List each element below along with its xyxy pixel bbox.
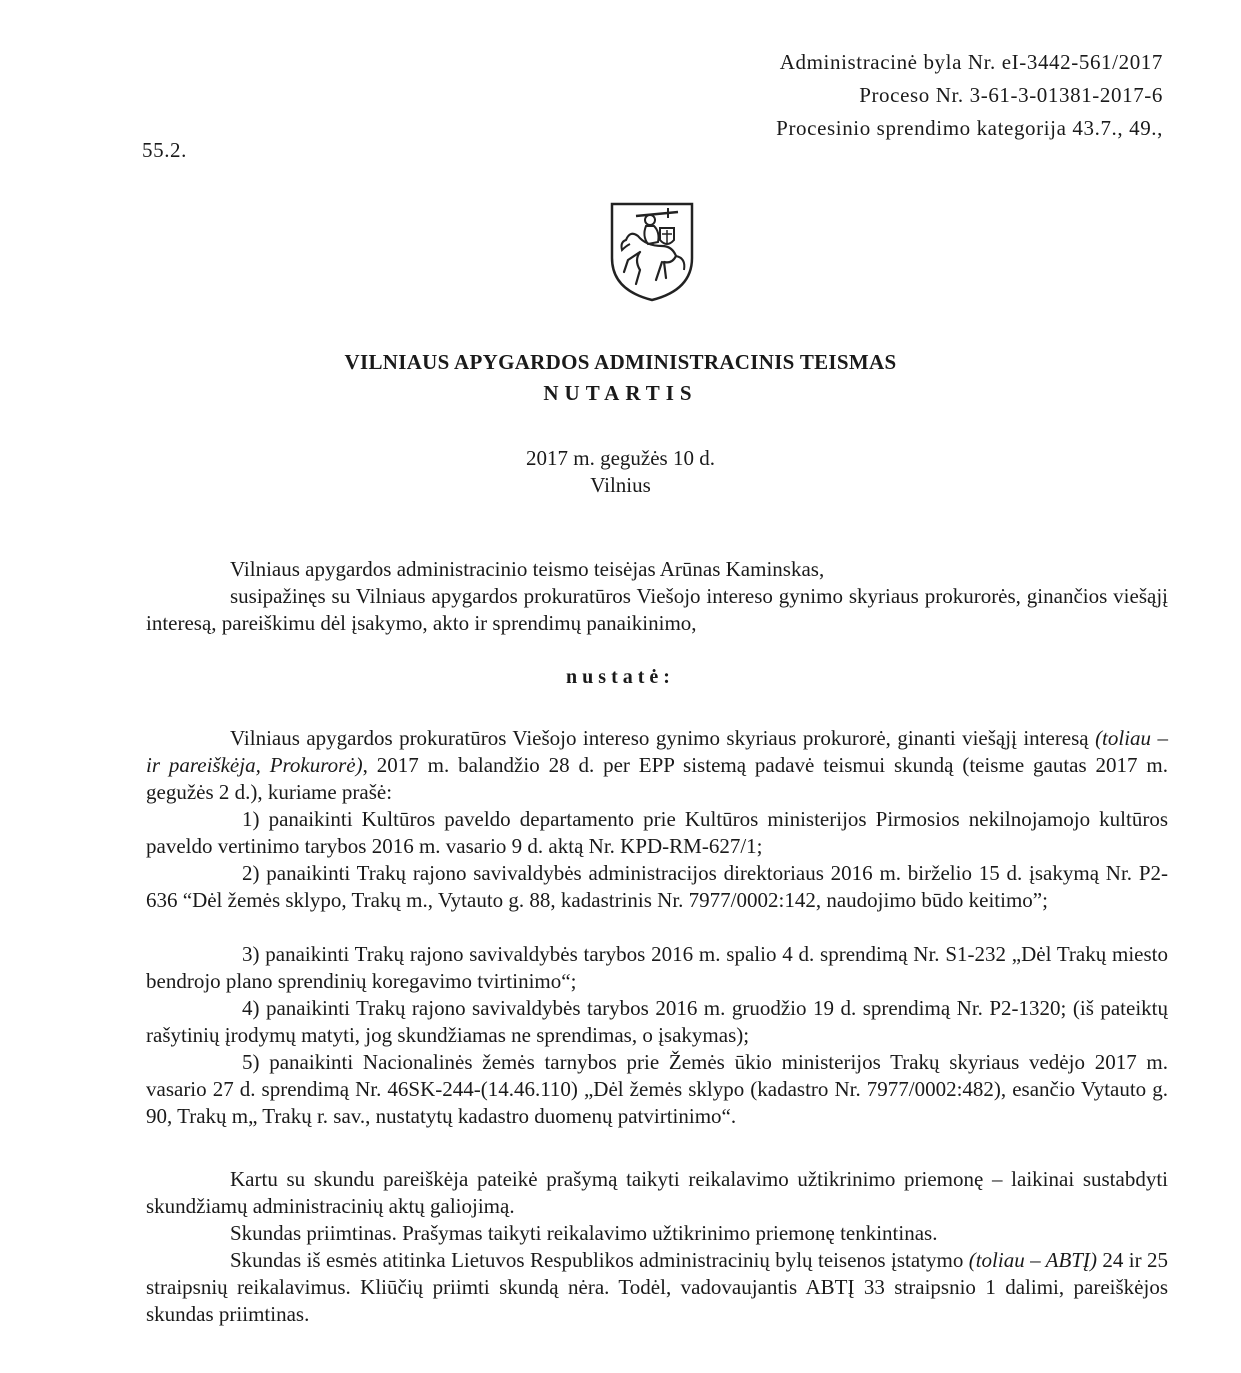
complaint-text-a: Vilniaus apygardos prokuratūros Viešojo intereso gynimo skyriaus prokurorė, ginanti viešąjį interesą — [230, 726, 1096, 750]
decision-place: Vilnius — [590, 473, 651, 497]
section-heading: nustatė: — [566, 666, 675, 688]
coat-of-arms-icon — [606, 200, 698, 304]
decision-category: Procesinio sprendimo kategorija 43.7., 49., — [776, 116, 1163, 140]
court-name: VILNIAUS APYGARDOS ADMINISTRACINIS TEISMAS — [344, 350, 897, 374]
request-item-4: 4) panaikinti Trakų rajono savivaldybės tarybos 2016 m. gruodžio 19 d. sprendimą Nr. P2-1320; (iš pateiktų rašytinių įrodymų matyti, jog skundžiamas ne sprendimas, o įsakymas); — [146, 996, 1168, 1047]
complaint-abbrev: (toliau – ir pareiškėja, Prokurorė) — [146, 726, 1168, 777]
case-reference-block — [776, 46, 1163, 145]
legal-basis-text-b: 24 ir 25 straipsnių reikalavimus. Kliūčių priimti skundą nėra. Todėl, vadovaujantis ABTĮ 33 straipsnio 1 dalimi, pareiškėjos skundas priimtinas. — [146, 1248, 1168, 1326]
complaint-text-b: , 2017 m. balandžio 28 d. per EPP sistemą padavė teismui skundą (teisme gautas 2017 m. gegužės 2 d.), kuriame prašė: — [146, 753, 1168, 804]
paragraph-complaint — [146, 725, 1168, 806]
decision-date: 2017 m. gegužės 10 d. — [526, 446, 715, 470]
request-item-5: 5) panaikinti Nacionalinės žemės tarnybos prie Žemės ūkio ministerijos Trakų skyriaus vedėjo 2017 m. vasario 27 d. sprendimą Nr. 46SK-244-(14.46.110) „Dėl žemės sklypo (kadastro Nr. 7977/0002:482), esančio Vytauto g. 90, Trakų m„ Trakų r. sav., nustatytų kadastro duomenų patvirtinimo“. — [146, 1050, 1168, 1128]
paragraph-admissible: Skundas priimtinas. Prašymas taikyti reikalavimo užtikrinimo priemonę tenkintinas. — [230, 1221, 938, 1245]
request-item-3: 3) panaikinti Trakų rajono savivaldybės tarybos 2016 m. spalio 4 d. sprendimą Nr. S1-232 „Dėl Trakų miesto bendrojo plano sprendinių koregavimo tvirtinimo“; — [146, 942, 1168, 993]
legal-basis-abbrev: (toliau – ABTĮ) — [968, 1248, 1097, 1272]
legal-basis-text-a: Skundas iš esmės atitinka Lietuvos Respublikos administracinių bylų teisenos įstatymo — [230, 1248, 969, 1272]
process-number: Proceso Nr. 3-61-3-01381-2017-6 — [859, 83, 1163, 107]
intro-judge: Vilniaus apygardos administracinio teismo teisėjas Arūnas Kaminskas, — [230, 557, 825, 581]
request-item-2: 2) panaikinti Trakų rajono savivaldybės administracijos direktoriaus 2016 m. birželio 15 d. įsakymą Nr. P2-636 “Dėl žemės sklypo, Trakų m., Vytauto g. 88, kadastrinis Nr. 7977/0002:142, naudojimo būdo keitimo”; — [146, 861, 1168, 912]
case-number: Administracinė byla Nr. eI-3442-561/2017 — [779, 50, 1163, 74]
document-type: NUTARTIS — [543, 381, 698, 405]
paragraph-interim-measure: Kartu su skundu pareiškėja pateikė prašymą taikyti reikalavimo užtikrinimo priemonę – laikinai sustabdyti skundžiamų administracinių aktų galiojimą. — [146, 1167, 1168, 1218]
paragraph-legal-basis — [146, 1247, 1168, 1328]
intro-review: susipažinęs su Vilniaus apygardos prokuratūros Viešojo intereso gynimo skyriaus prokurorės, ginančios viešąjį interesą, pareiškimu dėl įsakymo, akto ir sprendimų panaikinimo, — [146, 584, 1168, 635]
request-item-1: 1) panaikinti Kultūros paveldo departamento prie Kultūros ministerijos Pirmosios nekilnojamojo kultūros paveldo vertinimo tarybos 2016 m. vasario 9 d. aktą Nr. KPD-RM-627/1; — [146, 807, 1168, 858]
decision-category-continued: 55.2. — [142, 138, 187, 162]
